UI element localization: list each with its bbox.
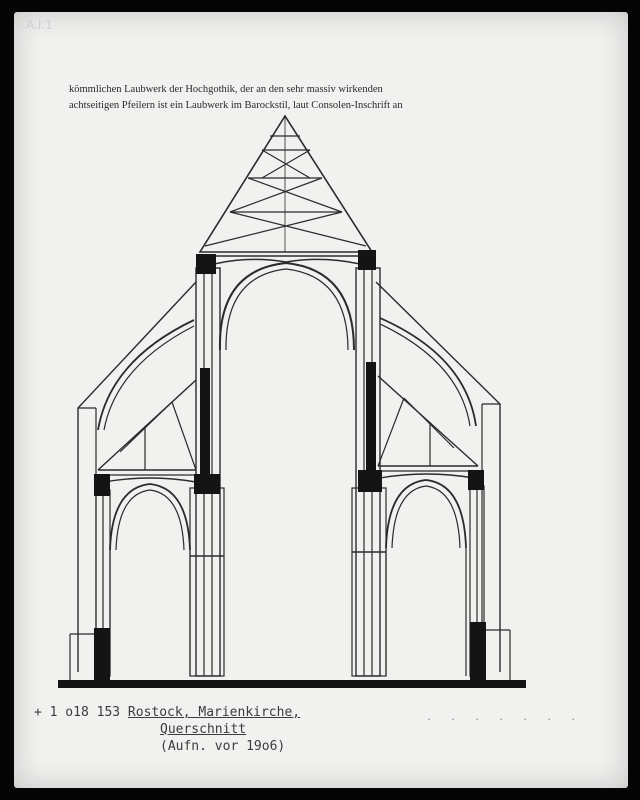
corner-mark: A.I.1 <box>26 18 53 32</box>
right-aisle-arches <box>380 474 474 676</box>
caption-place: Rostock, Marienkirche, <box>127 705 301 720</box>
text-line-2: achtseitigen Pfeilern ist ein Laubwerk im Barockstil, laut Consolen-Inschrift an <box>69 100 403 111</box>
text-line-1: kömmlichen Laubwerk der Hochgothik, der an den sehr massiv wirkenden <box>69 84 383 95</box>
solid-details <box>58 250 526 688</box>
roof-truss <box>196 116 376 256</box>
left-aisle-arches <box>104 478 196 676</box>
nave-vault <box>214 259 360 350</box>
caption-prefix: + 1 o18 153 <box>34 705 121 720</box>
caption-date-note: (Aufn. vor 19o6) <box>160 739 286 754</box>
margin-dots: . . . . . . . <box>426 712 583 723</box>
caption-title: Querschnitt <box>160 722 247 737</box>
